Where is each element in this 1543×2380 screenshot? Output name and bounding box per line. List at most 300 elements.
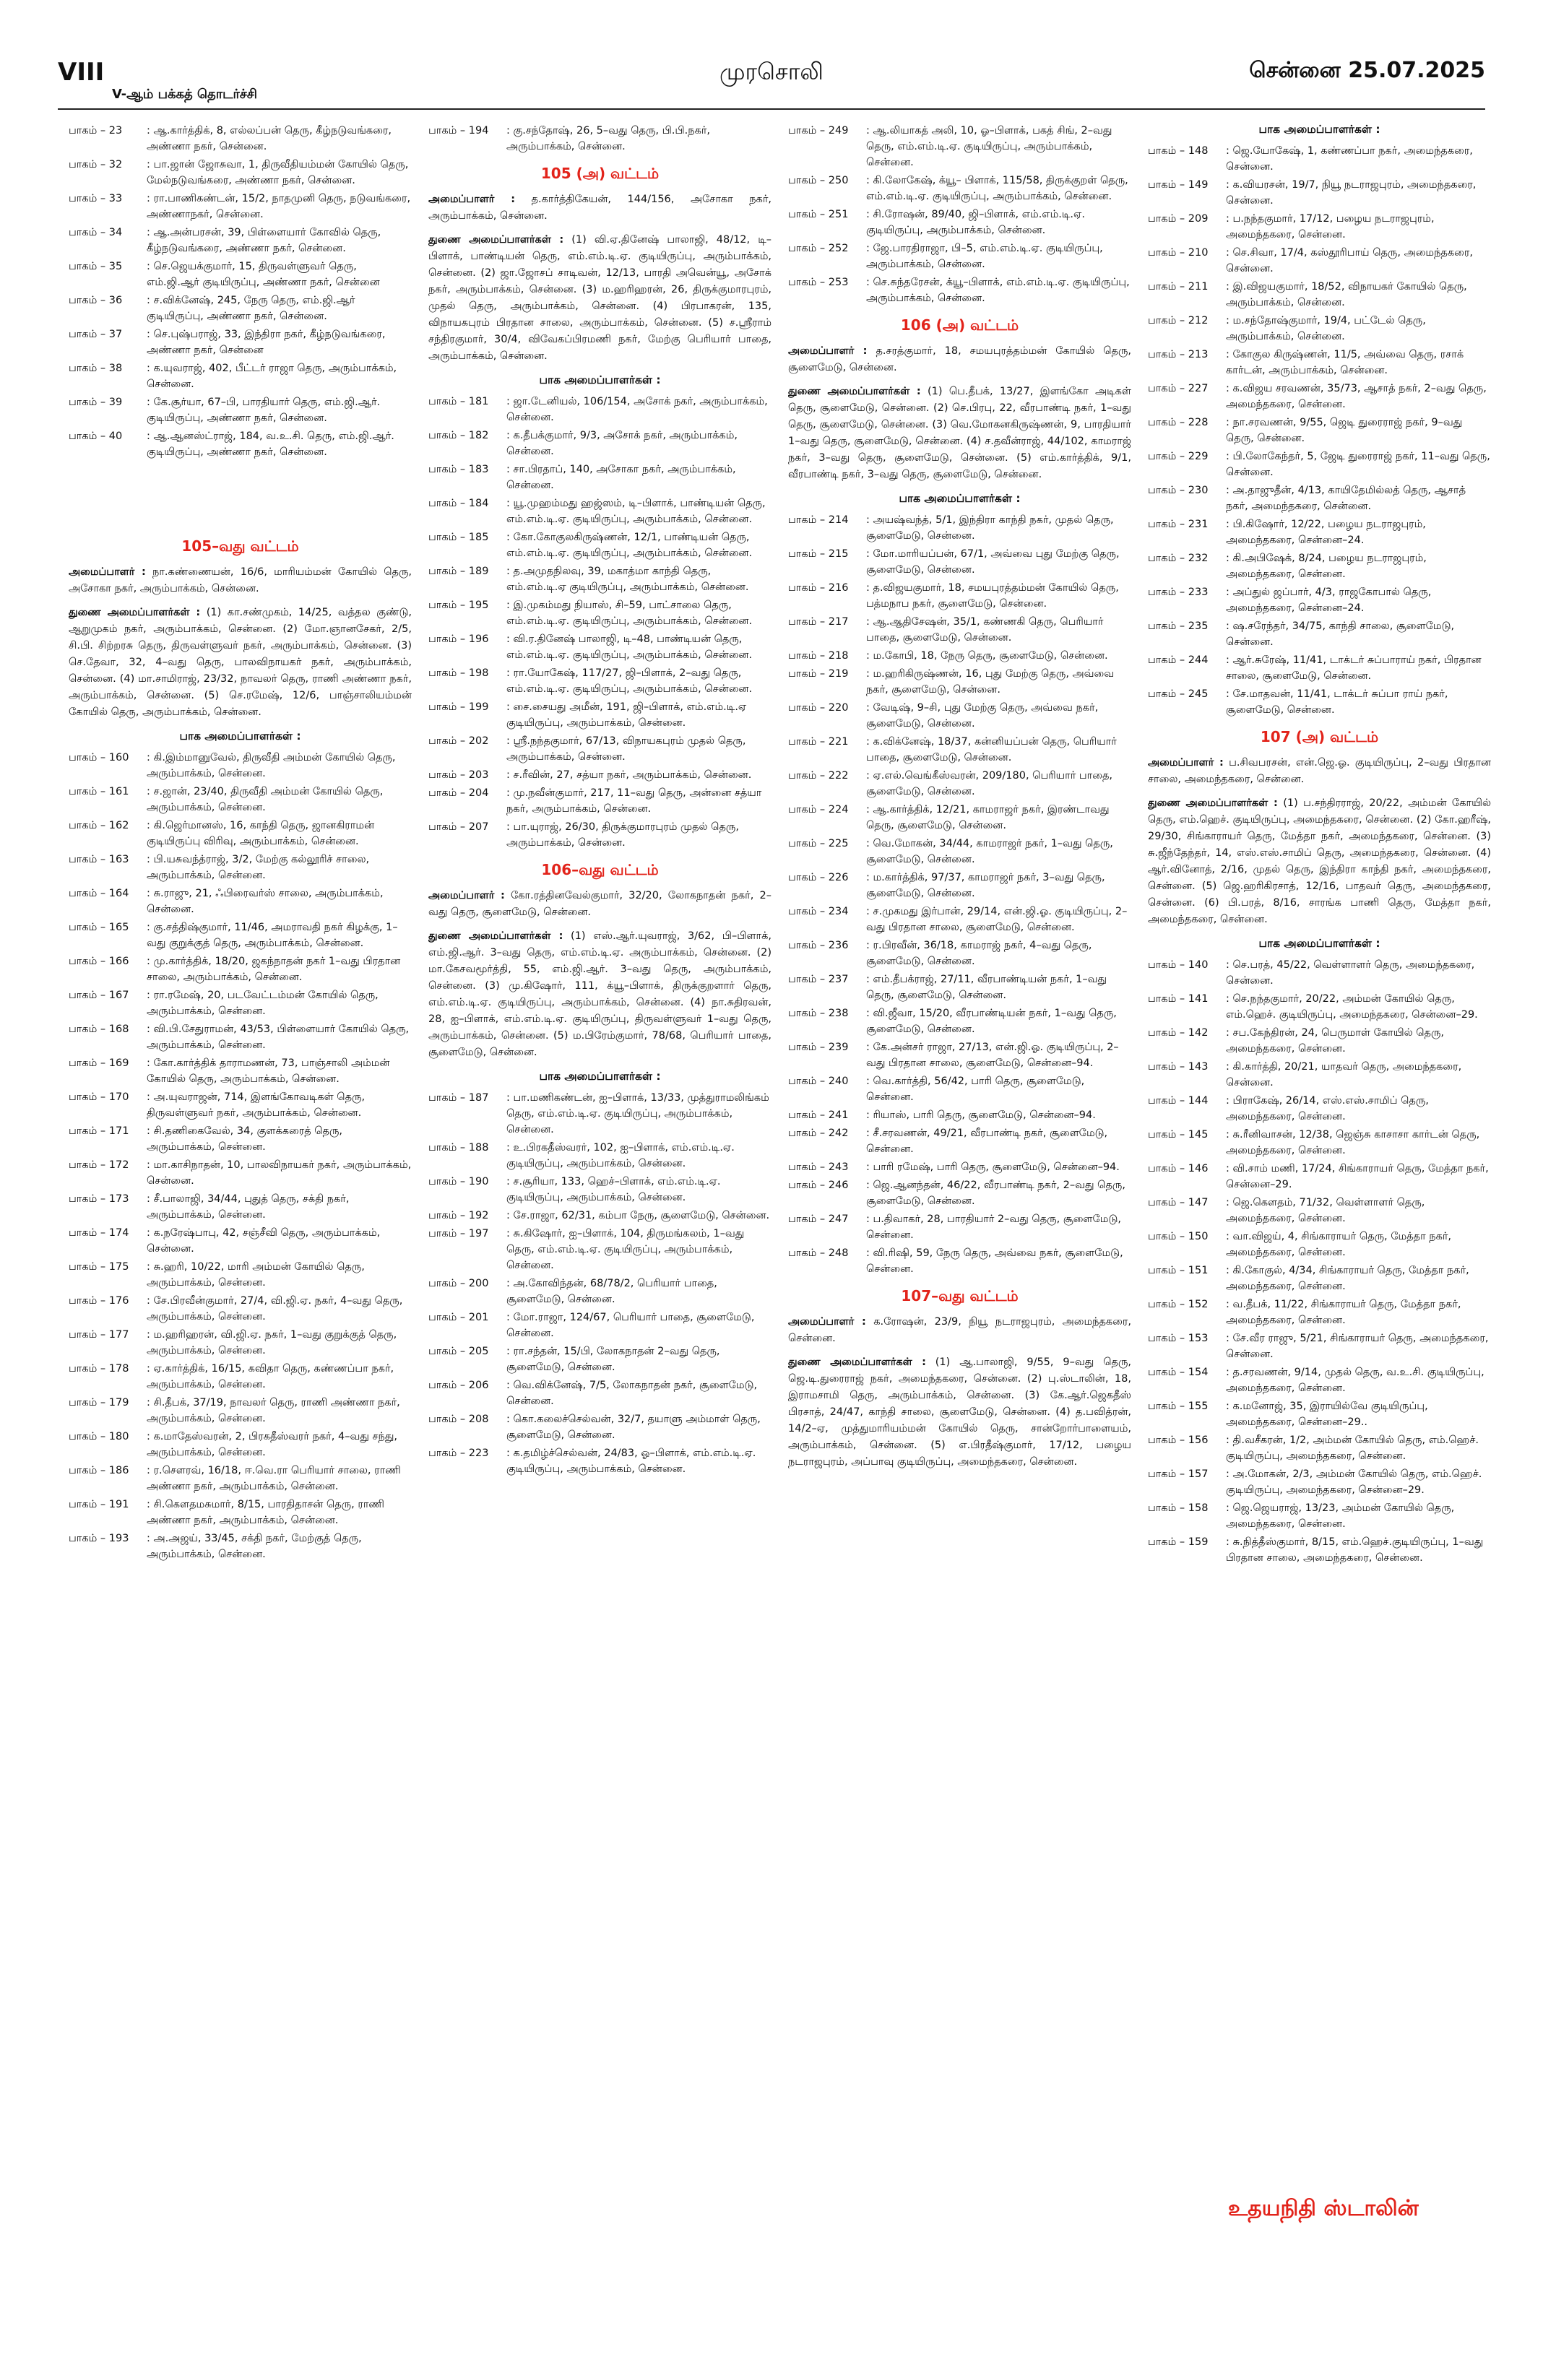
organizer-entry: : க.விக்னேஷ், 18/37, கன்னியப்பன் தெரு, பெரியார் பாதை, சூளைமேடு, சென்னை. (866, 734, 1131, 766)
unit-number: பாகம் – 179 (69, 1397, 129, 1408)
ward-title: 105–வது வட்டம் (181, 537, 299, 555)
unit-number: பாகம் – 248 (788, 1247, 849, 1259)
organizer-label: அமைப்பாளர் : (788, 1316, 866, 1328)
unit-number: பாகம் – 230 (1148, 485, 1209, 496)
organizer-entry: : வி.ஜீவா, 15/20, வீரபாண்டியன் நகர், 1–வது தெரு, சூளைமேடு, சென்னை. (866, 1005, 1131, 1037)
organizer-entry: : க.தீபக்குமார், 9/3, அசோக் நகர், அரும்பாக்கம், சென்னை. (506, 428, 772, 459)
list-item (428, 1343, 772, 1375)
list-item (1148, 483, 1491, 514)
column-2 (428, 123, 772, 1479)
unit-number: பாகம் – 157 (1148, 1468, 1209, 1480)
list-item (1148, 279, 1491, 311)
unit-number: பாகம் – 189 (428, 566, 489, 577)
unit-number: பாகம் – 217 (788, 616, 849, 628)
organizer-entry: : ஜெ.கௌதம், 71/32, வெள்ளாளர் தெரு, அமைந்தகரை, சென்னை. (1226, 1195, 1491, 1226)
unit-number: பாகம் – 200 (428, 1278, 489, 1289)
list-item (788, 734, 1131, 766)
unit-number: பாகம் – 37 (69, 329, 123, 340)
unit-number: பாகம் – 34 (69, 227, 123, 238)
list-item (428, 819, 772, 851)
organizer-entry: : ஆ.ஆனஸ்ட்ராஜ், 184, வ.உ.சி. தெரு, எம்.ஜி.ஆர். குடியிருப்பு, அண்ணா நகர், சென்னை. (147, 428, 412, 460)
column-4 (1148, 123, 1491, 1568)
deputy-label: துணை அமைப்பாளர்கள் : (788, 1356, 926, 1368)
unit-number: பாகம் – 188 (428, 1142, 489, 1154)
list-item (788, 546, 1131, 578)
organizer-entry: : உ.பிரகதீஸ்வரர், 102, ஐ–பிளாக், எம்.எம்.டி.ஏ. குடியிருப்பு, அரும்பாக்கம், சென்னை. (506, 1140, 772, 1172)
organizer-entry: : கே.சூர்யா, 67–பி, பாரதியார் தெரு, எம்.ஜி.ஆர். குடியிருப்பு, அண்ணா நகர், சென்னை. (147, 394, 412, 426)
unit-number: பாகம் – 190 (428, 1176, 489, 1187)
unit-number: பாகம் – 216 (788, 582, 849, 594)
list-item (788, 666, 1131, 698)
newspaper-name: முரசொலி (719, 58, 824, 85)
organizer-entry: : சி.தணிகைவேல், 34, குளக்கரைத் தெரு, அரும்பாக்கம், சென்னை. (147, 1123, 412, 1155)
list-item (69, 1361, 412, 1393)
unit-number: பாகம் – 232 (1148, 553, 1209, 564)
unit-number: பாகம் – 182 (428, 430, 489, 441)
deputy-para (428, 928, 772, 1061)
unit-number: பாகம் – 196 (428, 633, 489, 645)
organizer-entry: : அயஷ்வந்த், 5/1, இந்திரா காந்தி நகர், முதல் தெரு, சூளைமேடு, சென்னை. (866, 512, 1131, 544)
unit-number: பாகம் – 160 (69, 752, 129, 763)
list-item (788, 972, 1131, 1003)
list-item (788, 938, 1131, 969)
list-item (69, 1429, 412, 1461)
unit-number: பாகம் – 253 (788, 277, 849, 288)
unit-number: பாகம் – 193 (69, 1533, 129, 1544)
organizer-entry: : ச.முகமது இர்பான், 29/14, என்.ஜி.ஓ. குடியிருப்பு, 2–வது பிரதான சாலை, சூளைமேடு, சென்னை. (866, 904, 1131, 935)
unit-number: பாகம் – 35 (69, 261, 123, 272)
list-item (69, 987, 412, 1019)
unit-number: பாகம் – 215 (788, 548, 849, 560)
list-item (69, 1055, 412, 1087)
unit-list (69, 123, 412, 460)
unit-number: பாகம் – 162 (69, 820, 129, 831)
unit-number: பாகம் – 239 (788, 1042, 849, 1053)
list-item (428, 1445, 772, 1477)
deputy-text: (1) பெ.தீபக், 13/27, இளங்கோ அடிகள் தெரு, சூளைமேடு, சென்னை. (2) செ.பிரபு, 22, வீரபாண்டி நகர், 1–வது தெரு, சூளைமேடு, சென்னை. (3) வெ.மோகனகிருஷ்ணன், 9, பாரதியார் 1–வது தெரு, சூளைமேடு, சென்னை. (4) ச.தவீன்ராஜ், 44/102, காமராஜ் நகர், 3–வது தெரு, சூளைமேடு, சென்னை. (5) எம்.கார்த்திக், 9/1, வீரபாண்டி நகர், 3–வது தெரு, சூளைமேடு, சென்னை. (788, 386, 1131, 480)
list-item (69, 1463, 412, 1494)
organizer-entry: : சா.பிரதாப், 140, அசோகா நகர், அரும்பாக்கம், சென்னை. (506, 462, 772, 493)
unit-number: பாகம் – 155 (1148, 1401, 1209, 1412)
organizer-entry: : ஜா.டேனியல், 106/154, அசோக் நகர், அரும்பாக்கம், சென்னை. (506, 394, 772, 425)
organizer-entry: : வேடிஷ், 9–சி, புது மேற்கு தெரு, அவ்வை நகர், சூளைமேடு, சென்னை. (866, 700, 1131, 732)
list-item (788, 614, 1131, 646)
organizer-entry: : ப.நந்தகுமார், 17/12, பழைய நடராஜபுரம், அமைந்தகரை, சென்னை. (1226, 211, 1491, 243)
list-item (428, 631, 772, 663)
deputy-text: (1) ப.சந்திரராஜ், 20/22, அம்மன் கோயில் தெரு, எம்.ஹெச். குடியிருப்பு, அமைந்தகரை, சென்னை. (2) கோ.ஹரீஷ், 29/30, சிங்காராயர் தெரு, மேத்தா நகர், அமைந்தகரை, சென்னை. (3) சு.ஜீந்தேந்தர், 14, எஸ்.எஸ்.சாமிப் தெரு, அமைந்தகரை, சென்னை. (4) ஆர்.வினோத், 2/16, முதல் தெரு, இந்திரா காந்தி நகர், அமைந்தகரை, சென்னை. (5) ஜெ.ஹரிகிரசாத், 12/16, பாதவர் தெரு, அமைந்தகரை, சென்னை. (6) பி.பரத், 8/16, சாரங்க பாணி தெரு, மேத்தா நகர், அமைந்தகரை, சென்னை. (1148, 797, 1491, 925)
unit-number: பாகம் – 150 (1148, 1231, 1209, 1242)
organizer-entry: : ம.கார்த்திக், 97/37, காமராஜர் நகர், 3–வது தெரு, சூளைமேடு, சென்னை. (866, 870, 1131, 901)
unit-number: பாகம் – 206 (428, 1380, 489, 1391)
unit-number: பாகம் – 212 (1148, 315, 1209, 326)
unit-number: பாகம் – 178 (69, 1363, 129, 1375)
list-item (428, 1377, 772, 1409)
unit-number: பாகம் – 224 (788, 804, 849, 815)
list-item (788, 1177, 1131, 1209)
organizer-entry: : மோ.ராஜா, 124/67, பெரியார் பாதை, சூளைமேடு, சென்னை. (506, 1310, 772, 1341)
unit-number: பாகம் – 223 (428, 1448, 489, 1459)
list-item (69, 1327, 412, 1359)
unit-number: பாகம் – 214 (788, 514, 849, 526)
unit-number: பாகம் – 36 (69, 295, 123, 306)
organizer-entry: : ஆர்.சுரேஷ், 11/41, டாக்டர் சுப்பாராய் நகர், பிரதான சாலை, சூளைமேடு, சென்னை. (1226, 652, 1491, 684)
organizer-entry: : அ.யுவராஜன், 714, இளங்கோவடிகள் தெரு, திருவள்ளுவர் நகர், அரும்பாக்கம், சென்னை. (147, 1089, 412, 1121)
list-item (428, 597, 772, 629)
unit-number: பாகம் – 244 (1148, 654, 1209, 666)
organizer-entry: : க.வியரசன், 19/7, நியூ நடராஜபுரம், அமைந்தகரை, சென்னை. (1226, 177, 1491, 209)
unit-number: பாகம் – 33 (69, 193, 123, 204)
deputy-text: (1) வி.ஏ.தினேஷ் பாலாஜி, 48/12, டி–பிளாக், பாண்டியன் தெரு, எம்.எம்.டி.ஏ. குடியிருப்பு, அரும்பாக்கம், சென்னை. (2) ஜா.ஜோசப் சாடிவன், 12/13, பாரதி அவென்யூ, அசோக் நகர், அரும்பாக்கம், சென்னை. (3) ம.ஹரிஹரன், 26, திருக்குமாரபுரம், முதல் தெரு, அரும்பாக்கம், சென்னை. (4) பிரபாகரன், 135, விநாயகபுரம் பிரதான சாலை, அரும்பாக்கம், சென்னை. (5) ச.ஸ்ரீராம் சந்திரகுமார், 30/4, விவேகப்பிரமணி நகர், மேற்கு பெரியார் பாதை, அரும்பாக்கம், சென்னை. (428, 234, 772, 362)
unit-number: பாகம் – 181 (428, 396, 489, 407)
list-item (69, 1395, 412, 1427)
list-item (788, 512, 1131, 544)
unit-list (428, 394, 772, 851)
deputy-para (1148, 795, 1491, 928)
unit-number: பாகம் – 199 (428, 701, 489, 713)
organizer-entry: : சப.கேந்திரன், 24, பெருமாள் கோயில் தெரு, அமைந்தகரை, சென்னை. (1226, 1025, 1491, 1057)
list-item (1148, 618, 1491, 650)
list-item (1148, 313, 1491, 345)
organizer-entry: : வி.பி.சேதுராமன், 43/53, பிள்ளையார் கோயில் தெரு, அரும்பாக்கம், சென்னை. (147, 1021, 412, 1053)
column-3 (788, 123, 1131, 1478)
organizer-entry: : அ.மோகன், 2/3, அம்மன் கோயில் தெரு, எம்.ஹெச். குடியிருப்பு, அமைந்தகரை, சென்னை–29. (1226, 1466, 1491, 1498)
organizer-entry: : ஆ.ஆதிசேஷன், 35/1, கண்ணகி தெரு, பெரியார் பாதை, சூளைமேடு, சென்னை. (866, 614, 1131, 646)
area-organizers-heading: பாக அமைப்பாளர்கள் : (539, 1070, 661, 1083)
organizer-entry: : பிராகேஷ், 26/14, எஸ்.எஸ்.சாமிப் தெரு, அமைந்தகரை, சென்னை. (1226, 1093, 1491, 1125)
list-item (69, 1191, 412, 1223)
list-item (428, 1226, 772, 1273)
list-item (69, 394, 412, 426)
organizer-entry: : ரா.யோகேஷ், 117/27, ஜி–பிளாக், 2–வது தெரு, எம்.எம்.டி.ஏ. குடியிருப்பு, அரும்பாக்கம், சென்னை. (506, 665, 772, 697)
unit-number: பாகம் – 221 (788, 736, 849, 748)
organizer-entry: : சி.கௌதமசுமார், 8/15, பாரதிதாசன் தெரு, ராணி அண்ணா நகர், அரும்பாக்கம், சென்னை. (147, 1497, 412, 1528)
list-item (1148, 550, 1491, 582)
list-item (1148, 1364, 1491, 1396)
unit-number: பாகம் – 242 (788, 1128, 849, 1139)
unit-number: பாகம் – 202 (428, 735, 489, 747)
organizer-text: ப.சிவபரசன், என்.ஜெ.ஓ. குடியிருப்பு, 2–வது பிரதான சாலை, அமைந்தகரை, சென்னை. (1148, 757, 1491, 785)
organizer-entry: : கு.சந்தோஷ், 26, 5–வது தெரு, பி.பி.நகர், அரும்பாக்கம், சென்னை. (506, 123, 772, 155)
organizer-entry: : க.விஜய சரவணன், 35/73, ஆசாத் நகர், 2–வது தெரு, அமைந்தகரை, சென்னை. (1226, 381, 1491, 412)
list-item (788, 802, 1131, 834)
area-organizers-heading: பாக அமைப்பாளர்கள் : (1258, 937, 1380, 950)
list-item (1148, 1500, 1491, 1532)
masthead (58, 58, 1485, 108)
list-item (69, 1293, 412, 1325)
unit-list (428, 1090, 772, 1477)
unit-number: பாகம் – 205 (428, 1346, 489, 1357)
organizer-entry: : க.மாதேஸ்வரன், 2, பிரகதீஸ்வரர் நகர், 4–வது சந்து, அரும்பாக்கம், சென்னை. (147, 1429, 412, 1461)
organizer-entry: : ப.திவாகர், 28, பாரதியார் 2–வது தெரு, சூளைமேடு, சென்னை. (866, 1211, 1131, 1243)
organizer-entry: : ரா.ரமேஷ், 20, படவேட்டம்மன் கோயில் தெரு, அரும்பாக்கம், சென்னை. (147, 987, 412, 1019)
deputy-para (788, 384, 1131, 483)
organizer-entry: : கி.லோகேஷ், க்யூ– பிளாக், 115/58, திருக்குறள் தெரு, எம்.எம்.டி.ஏ. குடியிருப்பு, அரும்பாக்கம், சென்னை. (866, 173, 1131, 204)
unit-number: பாகம் – 148 (1148, 145, 1209, 157)
unit-number: பாகம் – 141 (1148, 993, 1209, 1005)
organizer-entry: : சே.மாதவன், 11/41, டாக்டர் சுப்பா ராய் நகர், சூளைமேடு, சென்னை. (1226, 686, 1491, 718)
ward-title: 107–வது வட்டம் (901, 1287, 1019, 1304)
unit-number: பாகம் – 246 (788, 1180, 849, 1191)
unit-number: பாகம் – 252 (788, 243, 849, 254)
unit-number: பாகம் – 187 (428, 1092, 489, 1104)
organizer-entry: : சி.ரோஷன், 89/40, ஜி–பிளாக், எம்.எம்.டி.ஏ. குடியிருப்பு, அரும்பாக்கம், சென்னை. (866, 207, 1131, 238)
organizer-entry: : ஜே.பாரதிராஜா, பி–5, எம்.எம்.டி.ஏ. குடியிருப்பு, அரும்பாக்கம், சென்னை. (866, 241, 1131, 272)
spacer (69, 462, 412, 527)
unit-number: பாகம் – 158 (1148, 1502, 1209, 1514)
list-item (69, 360, 412, 392)
unit-number: பாகம் – 201 (428, 1312, 489, 1323)
unit-number: பாகம் – 39 (69, 397, 123, 408)
deputy-text: (1) கா.சண்முகம், 14/25, வத்தல குண்டு, ஆறுமுகம் நகர், அரும்பாக்கம், சென்னை. (2) மோ.ஞானசேகர், 2/5, சி.பி. சிற்றரசு தெரு, திருவள்ளுவர் நகர், அரும்பாக்கம், சென்னை. (3) செ.தேவா, 32, 4–வது தெரு, பாலவிநாயகர் நகர், அரும்பாக்கம், சென்னை. (4) மா.சாமிராஜ், 23/32, நாவலர் தெரு, ராணி அண்ணா நகர், அரும்பாக்கம், சென்னை. (5) செ.ரமேஷ், 12/6, பாஞ்சாலியம்மன் கோயில் தெரு, அரும்பாக்கம், சென்னை. (69, 607, 412, 718)
unit-number: பாகம் – 153 (1148, 1333, 1209, 1344)
organizer-entry: : ரா.சந்தன், 15/பி, லோகநாதன் 2–வது தெரு, சூளைமேடு, சென்னை. (506, 1343, 772, 1375)
organizer-entry: : மோ.மாரியப்பன், 67/1, அவ்வை புது மேற்கு தெரு, சூளைமேடு, சென்னை. (866, 546, 1131, 578)
list-item (69, 1259, 412, 1291)
organizer-entry: : க.தமிழ்ச்செல்வன், 24/83, ஓ–பிளாக், எம்.எம்.டி.ஏ. குடியிருப்பு, அரும்பாக்கம், சென்னை. (506, 1445, 772, 1477)
unit-number: பாகம் – 225 (788, 838, 849, 849)
organizer-entry: : ர.சௌரவ், 16/18, ஈ.வெ.ரா பெரியார் சாலை, ராணி அண்ணா நகர், அரும்பாக்கம், சென்னை. (147, 1463, 412, 1494)
list-item (69, 259, 412, 290)
unit-number: பாகம் – 191 (69, 1499, 129, 1510)
unit-number: பாகம் – 40 (69, 430, 123, 442)
organizer-entry: : சு.ராஜு, 21, ஃபிரைவர்ஸ் சாலை, அரும்பாக்கம், சென்னை. (147, 886, 412, 917)
list-item (788, 274, 1131, 306)
organizer-entry: : சு.கிஷோர், ஐ–பிளாக், 104, திருமங்கலம், 1–வது தெரு, எம்.எம்.டி.ஏ. குடியிருப்பு, அரும்பாக்கம், சென்னை. (506, 1226, 772, 1273)
organizer-entry: : கி.அபிஷேக், 8/24, பழைய நடராஜபுரம், அமைந்தகரை, சென்னை. (1226, 550, 1491, 582)
organizer-entry: : ஜெ.ஆனந்தன், 46/22, வீரபாண்டி நகர், 2–வது தெரு, சூளைமேடு, சென்னை. (866, 1177, 1131, 1209)
list-item (1148, 1534, 1491, 1566)
organizer-entry: : சே.வீர ராஜு, 5/21, சிங்காராயர் தெரு, அமைந்தகரை, சென்னை. (1226, 1330, 1491, 1362)
unit-number: பாகம் – 240 (788, 1076, 849, 1087)
unit-number: பாகம் – 183 (428, 464, 489, 475)
organizer-entry: : பி.யசுவந்த்ராஜ், 3/2, மேற்கு கல்லூரிச் சாலை, அரும்பாக்கம், சென்னை. (147, 852, 412, 883)
list-item (69, 326, 412, 358)
unit-number: பாகம் – 211 (1148, 281, 1209, 293)
list-item (69, 953, 412, 985)
list-item (788, 768, 1131, 800)
organizer-entry: : த.சரவணன், 9/14, முதல் தெரு, வ.உ.சி. குடியிருப்பு, அமைந்தகரை, சென்னை. (1226, 1364, 1491, 1396)
organizer-entry: : ஜெ.யோகேஷ், 1, கண்ணப்பா நகர், அமைந்தகரை, சென்னை. (1226, 143, 1491, 175)
ward-title: 106 (அ) வட்டம் (900, 316, 1019, 334)
list-item (428, 1310, 772, 1341)
deputy-label: துணை அமைப்பாளர்கள் : (428, 234, 564, 246)
organizer-entry: : ஏ.கார்த்திக், 16/15, கவிதா தெரு, கண்ணப்பா நகர், அரும்பாக்கம், சென்னை. (147, 1361, 412, 1393)
organizer-entry: : ச.விக்னேஷ், 245, நேரு தெரு, எம்.ஜி.ஆர் குடியிருப்பு, அண்ணா நகர், சென்னை. (147, 293, 412, 324)
organizer-entry: : சீ.பாலாஜி, 34/44, புதுத் தெரு, சக்தி நகர், அரும்பாக்கம், சென்னை. (147, 1191, 412, 1223)
list-item (788, 1159, 1131, 1175)
deputy-label: துணை அமைப்பாளர்கள் : (428, 930, 563, 942)
ward-title: 106–வது வட்டம் (541, 861, 659, 878)
unit-number: பாகம் – 174 (69, 1227, 129, 1239)
organizer-entry: : கே.அன்சர் ராஜா, 27/13, என்.ஜி.ஓ. குடியிருப்பு, 2–வது பிரதான சாலை, சூளைமேடு, சென்னை–94. (866, 1039, 1131, 1071)
organizer-entry: : செ.ஜெயக்குமார், 15, திருவள்ளுவர் தெரு, எம்.ஜி.ஆர் குடியிருப்பு, அண்ணா நகர், சென்னை (147, 259, 412, 290)
unit-number: பாகம் – 166 (69, 956, 129, 967)
organizer-entry: : ஷ.சரேந்தர், 34/75, காந்தி சாலை, சூளைமேடு, சென்னை. (1226, 618, 1491, 650)
list-item (788, 1039, 1131, 1071)
list-item (69, 818, 412, 849)
list-item (788, 1073, 1131, 1105)
organizer-label: அமைப்பாளர் : (428, 890, 505, 901)
list-item (1148, 1263, 1491, 1294)
organizer-para (428, 191, 772, 225)
list-item (69, 191, 412, 222)
unit-number: பாகம் – 164 (69, 888, 129, 899)
list-item (69, 1021, 412, 1053)
list-item (428, 462, 772, 493)
list-item (1148, 1059, 1491, 1091)
organizer-entry: : ஜெ.ஜெயராஜ், 13/23, அம்மன் கோயில் தெரு, அமைந்தகரை, சென்னை. (1226, 1500, 1491, 1532)
unit-number: பாகம் – 176 (69, 1295, 129, 1307)
list-item (428, 1140, 772, 1172)
organizer-label: அமைப்பாளர் : (428, 194, 516, 205)
unit-number: பாகம் – 163 (69, 854, 129, 865)
area-organizers-heading: பாக அமைப்பாளர்கள் : (539, 373, 661, 386)
list-item (788, 1125, 1131, 1157)
list-item (788, 207, 1131, 238)
organizer-entry: : யூ.முஹம்மது ஹஜ்ஸம், டி–பிளாக், பாண்டியன் தெரு, எம்.எம்.டி.ஏ. குடியிருப்பு, அரும்பாக்கம், சென்னை. (506, 496, 772, 527)
organizer-entry: : கோகுல கிருஷ்ணன், 11/5, அவ்வை தெரு, ரசாக் கார்டன், அரும்பாக்கம், சென்னை. (1226, 347, 1491, 378)
organizer-entry: : சே.ராஜா, 62/31, கம்பா நேரு, சூளைமேடு, சென்னை. (506, 1208, 772, 1224)
list-item (428, 1090, 772, 1138)
list-item (69, 1123, 412, 1155)
unit-number: பாகம் – 151 (1148, 1265, 1209, 1276)
unit-number: பாகம் – 233 (1148, 587, 1209, 598)
list-item (69, 1531, 412, 1562)
organizer-label: அமைப்பாளர் : (1148, 757, 1224, 769)
area-organizers-heading: பாக அமைப்பாளர்கள் : (899, 492, 1021, 505)
organizer-entry: : சு.நித்தீஸ்குமார், 8/15, எம்.ஹெச்.குடியிருப்பு, 1–வது பிரதான சாலை, அமைந்தகரை, சென்னை. (1226, 1534, 1491, 1566)
unit-number: பாகம் – 241 (788, 1109, 849, 1121)
organizer-entry: : செ.நந்தகுமார், 20/22, அம்மன் கோயில் தெரு, எம்.ஹெச். குடியிருப்பு, அமைந்தகரை, சென்னை–29. (1226, 991, 1491, 1023)
unit-number: பாகம் – 184 (428, 498, 489, 509)
organizer-para (788, 1314, 1131, 1347)
organizer-entry: : அப்துல் ஜப்பார், 4/3, ராஜகோபால் தெரு, அமைந்தகரை, சென்னை–24. (1226, 584, 1491, 616)
list-item (428, 1208, 772, 1224)
list-item (1148, 1229, 1491, 1260)
unit-number: பாகம் – 146 (1148, 1163, 1209, 1174)
unit-list (788, 123, 1131, 306)
unit-number: பாகம் – 229 (1148, 451, 1209, 462)
organizer-entry: : ச.சூரியா, 133, ஹெச்–பிளாக், எம்.எம்.டி.ஏ. குடியிருப்பு, அரும்பாக்கம், சென்னை. (506, 1174, 772, 1206)
list-item (1148, 245, 1491, 277)
list-item (1148, 177, 1491, 209)
area-organizers-heading: பாக அமைப்பாளர்கள் : (1258, 123, 1380, 136)
list-item (1148, 1398, 1491, 1430)
list-item (428, 733, 772, 765)
organizer-entry: : மு.நவீன்குமார், 217, 11–வது தெரு, அன்னை சத்யா நகர், அரும்பாக்கம், சென்னை. (506, 785, 772, 817)
list-item (1148, 957, 1491, 989)
list-item (428, 785, 772, 817)
list-item (1148, 1466, 1491, 1498)
unit-number: பாகம் – 226 (788, 872, 849, 883)
organizer-label: அமைப்பாளர் : (788, 345, 868, 357)
column-1 (69, 123, 412, 1565)
unit-number: பாகம் – 218 (788, 650, 849, 662)
list-item (428, 394, 772, 425)
unit-number: பாகம் – 152 (1148, 1299, 1209, 1310)
city-date: சென்னை 25.07.2025 (1249, 58, 1485, 83)
organizer-entry: : ஆ.கார்த்திக், 8, எல்லப்பன் தெரு, கீழ்நடுவங்கரை, அண்ணா நகர், சென்னை. (147, 123, 412, 155)
ward-title: 105 (அ) வட்டம் (540, 165, 660, 182)
list-item (1148, 211, 1491, 243)
unit-number: பாகம் – 169 (69, 1057, 129, 1069)
list-item (428, 1411, 772, 1443)
unit-number: பாகம் – 238 (788, 1008, 849, 1019)
unit-number: பாகம் – 159 (1148, 1536, 1209, 1548)
organizer-entry: : பி.கிஷோர், 12/22, பழைய நடராஜபுரம், அமைந்தகரை, சென்னை–24. (1226, 516, 1491, 548)
signature: உதயநிதி ஸ்டாலின் (1228, 2196, 1419, 2221)
organizer-entry: : இ.முகம்மது நியாஸ், சி–59, பாட்சாலை தெரு, எம்.எம்.டி.ஏ. குடியிருப்பு, அரும்பாக்கம், சென்னை. (506, 597, 772, 629)
list-item (69, 428, 412, 460)
unit-number: பாகம் – 171 (69, 1125, 129, 1137)
list-item (428, 529, 772, 561)
list-item (788, 870, 1131, 901)
list-item (69, 919, 412, 951)
unit-list (428, 123, 772, 155)
organizer-entry: : ம.சந்தோஷ்குமார், 19/4, பட்டேல் தெரு, அரும்பாக்கம், சென்னை. (1226, 313, 1491, 345)
organizer-entry: : மு.கார்த்திக், 18/20, ஜகந்நாதன் நகர் 1–வது பிரதான சாலை, அரும்பாக்கம், சென்னை. (147, 953, 412, 985)
list-item (69, 750, 412, 782)
organizer-para (69, 564, 412, 597)
unit-number: பாகம் – 172 (69, 1159, 129, 1171)
unit-number: பாகம் – 247 (788, 1213, 849, 1225)
deputy-label: துணை அமைப்பாளர்கள் : (1148, 797, 1278, 809)
organizer-entry: : சு.ரீனிவாசன், 12/38, ஜெஞ்சு காசாசா கார்டன் தெரு, அமைந்தகரை, சென்னை. (1226, 1127, 1491, 1159)
organizer-entry: : வா.விஜய், 4, சிங்காராயர் தெரு, மேத்தா நகர், அமைந்தகரை, சென்னை. (1226, 1229, 1491, 1260)
list-item (69, 225, 412, 256)
unit-number: பாகம் – 207 (428, 821, 489, 833)
organizer-entry: : த.விஜயகுமார், 18, சமயபுரத்தம்மன் கோயில் தெரு, பத்மநாப நகர், சூளைமேடு, சென்னை. (866, 580, 1131, 612)
unit-list (1148, 143, 1491, 718)
unit-number: பாகம் – 144 (1148, 1095, 1209, 1107)
organizer-entry: : தி.வசீகரன், 1/2, அம்மன் கோயில் தெரு, எம்.ஹெச். குடியிருப்பு, அமைந்தகரை, சென்னை. (1226, 1432, 1491, 1464)
unit-number: பாகம் – 231 (1148, 519, 1209, 530)
organizer-entry: : நா.சரவணன், 9/55, ஜெடி துரைராஜ் நகர், 9–வது தெரு, சென்னை. (1226, 415, 1491, 446)
organizer-entry: : செ.சிவா, 17/4, கஸ்தூரிபாய் தெரு, அமைந்தகரை, சென்னை. (1226, 245, 1491, 277)
organizer-entry: : க.யுவராஜ், 402, பீட்டர் ராஜா தெரு, அரும்பாக்கம், சென்னை. (147, 360, 412, 392)
unit-number: பாகம் – 145 (1148, 1129, 1209, 1141)
header-rule (58, 108, 1485, 110)
deputy-text: (1) ஆ.பாலாஜி, 9/55, 9–வது தெரு, ஜெ.டி.துரைராஜ் நகர், அமைந்தகரை, சென்னை. (2) பு.ஸ்டாலின், 18, இராமசாமி தெரு, அரும்பாக்கம், சென்னை. (3) கே.ஆர்.ஜெகதீஸ் பிரசாத், 24/47, காந்தி சாலை, சூளைமேடு, சென்னை. (4) த.பவித்ரன், 14/2–ஏ, முத்துமாரியம்மன் கோயில் தெரு, சான்றோர்பாளையம், அரும்பாக்கம், சென்னை. (5) எ.பிரதீஷ்குமார், 17/12, பழைய நடராஜபுரம், அப்பாவு குடியிருப்பு, அமைந்தகரை, சென்னை. (788, 1356, 1131, 1468)
unit-number: பாகம் – 194 (428, 125, 489, 137)
organizer-entry: : பாரி ரமேஷ், பாரி தெரு, சூளைமேடு, சென்னை–94. (866, 1159, 1131, 1175)
unit-number: பாகம் – 197 (428, 1228, 489, 1239)
unit-number: பாகம் – 185 (428, 532, 489, 543)
organizer-entry: : ம.ஹரிஹரன், வி.ஜி.ஏ. நகர், 1–வது குறுக்குத் தெரு, அரும்பாக்கம், சென்னை. (147, 1327, 412, 1359)
list-item (1148, 1025, 1491, 1057)
organizer-entry: : அ.தாஜுதீன், 4/13, காயிதேமில்லத் தெரு, ஆசாத் நகர், அமைந்தகரை, சென்னை. (1226, 483, 1491, 514)
unit-number: பாகம் – 249 (788, 125, 849, 137)
unit-number: பாகம் – 170 (69, 1091, 129, 1103)
unit-number: பாகம் – 38 (69, 363, 123, 374)
list-item (1148, 991, 1491, 1023)
continuation-note: V-ஆம் பக்கத் தொடர்ச்சி (112, 87, 257, 102)
unit-number: பாகம் – 227 (1148, 383, 1209, 394)
unit-number: பாகம் – 180 (69, 1431, 129, 1442)
list-item (428, 1276, 772, 1307)
organizer-entry: : செ.புஷ்பராஜ், 33, இந்திரா நகர், கீழ்நடுவங்கரை, அண்ணா நகர், சென்னை (147, 326, 412, 358)
organizer-entry: : சு.ஹரி, 10/22, மாரி அம்மன் கோயில் தெரு, அரும்பாக்கம், சென்னை. (147, 1259, 412, 1291)
deputy-text: (1) எஸ்.ஆர்.யுவராஜ், 3/62, பி–பிளாக், எம்.ஜி.ஆர். 3–வது தெரு, எம்.எம்.டி.ஏ. அரும்பாக்கம், சென்னை. (2) மா.கேசவமூர்த்தி, 55, எம்.ஜி.ஆர். 3–வது தெரு, அரும்பாக்கம், சென்னை. (3) மு.கிஷோர், 111, க்யூ–பிளாக், திருக்குறளார் தெரு, எம்.எம்.டி.ஏ. குடியிருப்பு, அரும்பாக்கம், சென்னை. (4) நா.சுதிரவன், 28, ஐ–பிளாக், எம்.எம்.டி.ஏ. குடியிருப்பு, திருவள்ளுவர் 1–வது தெரு, அரும்பாக்கம், சென்னை. (5) ம.பிரேம்குமார், 78/68, பெரியார் பாதை, சூளைமேடு, சென்னை. (428, 930, 772, 1058)
unit-number: பாகம் – 236 (788, 940, 849, 951)
list-item (428, 665, 772, 697)
unit-number: பாகம் – 222 (788, 770, 849, 782)
columns (69, 123, 1491, 2362)
organizer-entry: : கோ.கார்த்திக் தாராமணன், 73, பாஞ்சாலி அம்மன் கோயில் தெரு, அரும்பாக்கம், சென்னை. (147, 1055, 412, 1087)
unit-number: பாகம் – 143 (1148, 1061, 1209, 1073)
organizer-entry: : கி.ஜெர்மானஸ், 16, காந்தி தெரு, ஜானகிராமன் குடியிருப்பு விரிவு, அரும்பாக்கம், சென்னை. (147, 818, 412, 849)
organizer-entry: : கி.இம்மானுவேல், திருவீதி அம்மன் கோயில் தெரு, அரும்பாக்கம், சென்னை. (147, 750, 412, 782)
